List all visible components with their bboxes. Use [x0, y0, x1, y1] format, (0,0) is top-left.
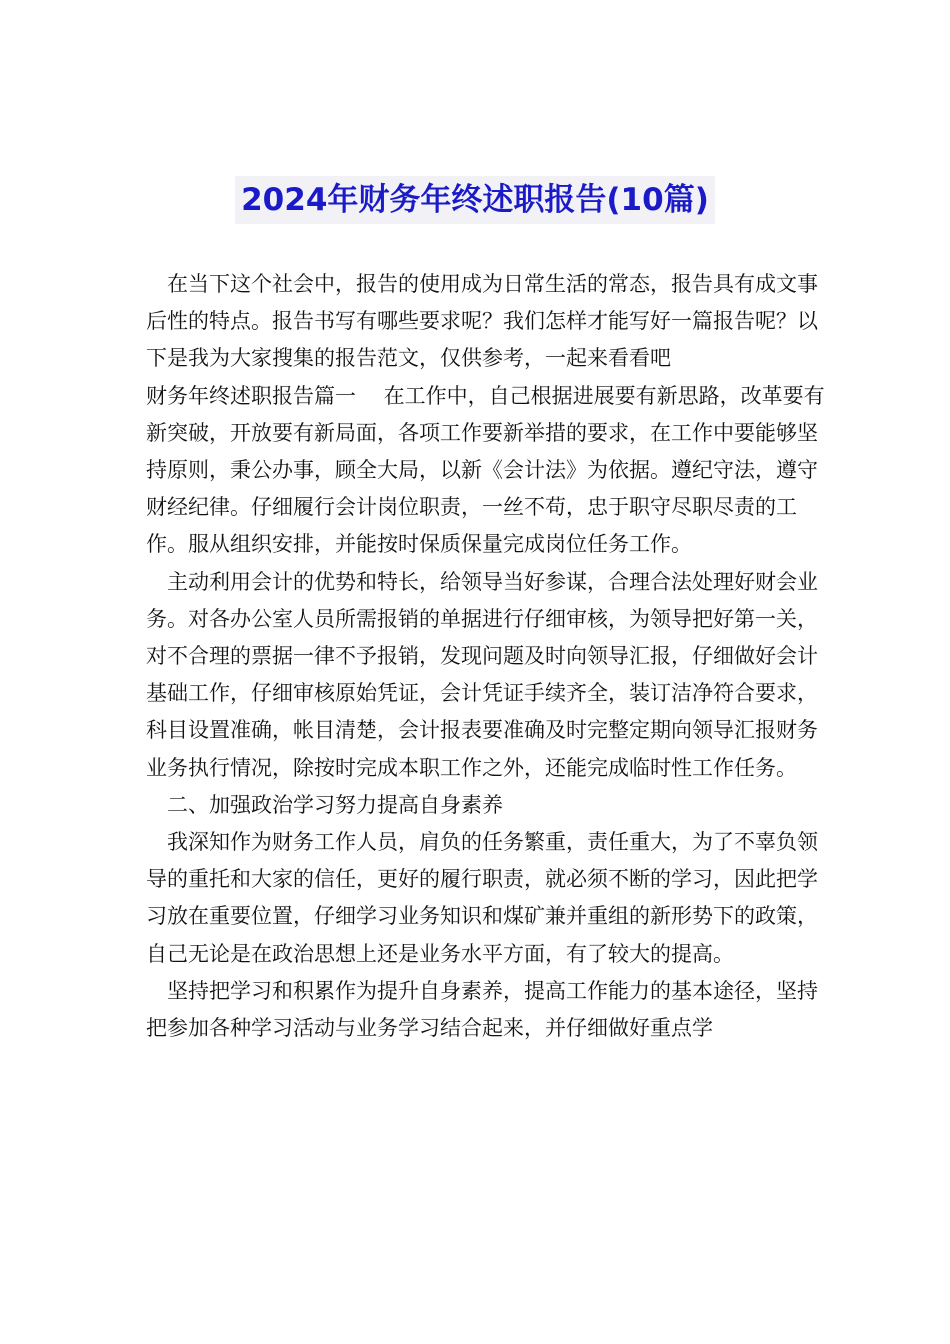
title-container: [0, 176, 950, 224]
section-heading-two: 二、加强政治学习努力提高自身素养: [167, 792, 503, 817]
intro-paragraph: 在当下这个社会中，报告的使用成为日常生活的常态，报告具有成文事后性的特点。报告书写有哪些要求呢？我们怎样才能写好一篇报告呢？以下是我为大家搜集的报告范文，仅供参考，一起来看看吧: [146, 272, 818, 371]
document-body: [146, 266, 830, 1047]
document-title: 2024年财务年终述职报告(10篇): [235, 176, 715, 224]
learning-paragraph: 坚持把学习和积累作为提升自身素养，提高工作能力的基本途径，坚持把参加各种学习活动与业务学习结合起来，并仔细做好重点学: [146, 978, 818, 1041]
accounting-duties-paragraph: 主动利用会计的优势和特长，给领导当好参谋，合理合法处理好财会业务。对各办公室人员所需报销的单据进行仔细审核，为领导把好第一关，对不合理的票据一律不予报销，发现问题及时向领导汇报，仔细做好会计基础工作，仔细审核原始凭证，会计凭证手续齐全，装订洁净符合要求，科目设置准确，帐目清楚，会计报表要准确及时完整定期向领导汇报财务业务执行情况，除按时完成本职工作之外，还能完成临时性工作任务。: [146, 569, 818, 780]
study-paragraph: 我深知作为财务工作人员，肩负的任务繁重，责任重大，为了不辜负领导的重托和大家的信任，更好的履行职责，就必须不断的学习，因此把学习放在重要位置，仔细学习业务知识和煤矿兼并重组的新形势下的政策，自己无论是在政治思想上还是业务水平方面，有了较大的提高。: [146, 830, 818, 966]
section-one-paragraph: 财务年终述职报告篇一 在工作中，自己根据进展要有新思路，改革要有新突破，开放要有新局面，各项工作要新举措的要求，在工作中要能够坚持原则，秉公办事，顾全大局，以新《会计法》为依据。遵纪守法，遵守财经纪律。仔细履行会计岗位职责，一丝不苟，忠于职守尽职尽责的工作。服从组织安排，并能按时保质保量完成岗位任务工作。: [146, 383, 825, 557]
